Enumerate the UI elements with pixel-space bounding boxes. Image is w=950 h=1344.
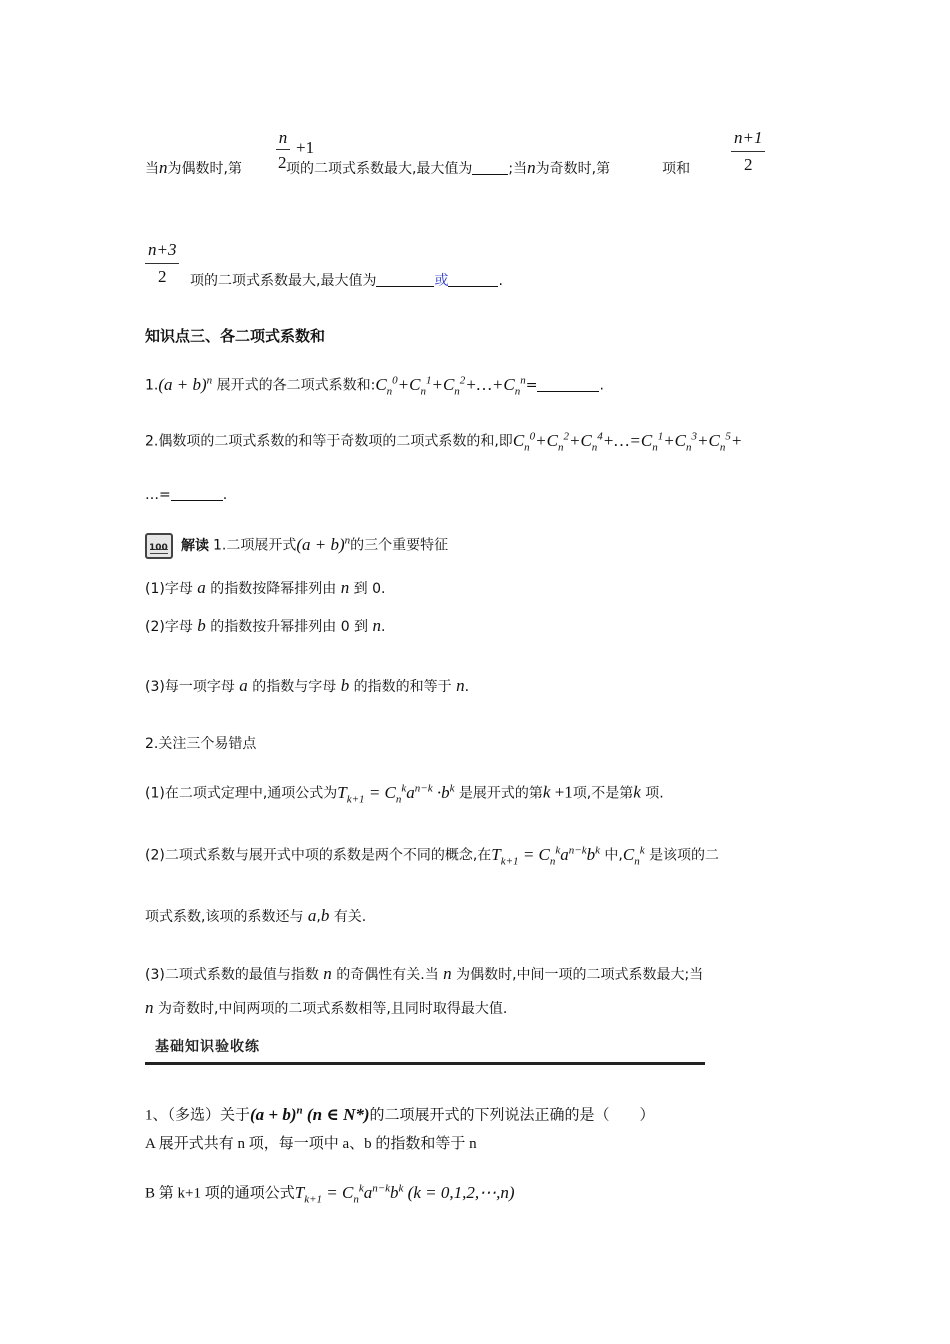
item-1-sum-of-coefficients: $1.(a + b)^n$ 展开式的各二项式系数和$:C_n^0+C_n^1+C_n^2+\dots+C_n^n=$ . <box>145 374 604 398</box>
fraction-n-over-2-plus-1: n +1 2 <box>278 128 315 172</box>
answer-blank[interactable] <box>448 272 498 287</box>
paragraph-max-coefficient-2: 项的二项式系数最大,最大值为 或 . <box>190 273 503 289</box>
answer-blank[interactable] <box>171 486 223 501</box>
fraction-numerator: n+3 <box>145 240 179 264</box>
section-heading: 知识点三、各二项式系数和 <box>145 327 326 345</box>
item-2-continuation: …= . <box>145 487 228 503</box>
fraction-denominator: 2 <box>743 155 753 174</box>
option-b[interactable]: B 第 k+1 项的通项公式$T_{k+1} = C_n^ka^{n-k}b^k$ (k = 0,1,2,⋯,n) <box>145 1182 515 1206</box>
pitfall-2: (2)二项式系数与展开式中项的系数是两个不同的概念,在$T_{k+1} = C_n^ka^{n-k}b^k$ 中$,C_n^k$ 是该项的二 <box>145 844 720 868</box>
pitfalls-title: 2.关注三个易错点 <box>145 736 257 752</box>
answer-blank[interactable] <box>376 272 434 287</box>
pitfall-2-cont: 项式系数,该项的系数还与 a,b 有关. <box>145 906 367 925</box>
option-a[interactable]: A 展开式共有 n 项，每一项中 a、b 的指数和等于 n <box>145 1136 477 1152</box>
binomial-expression: $(a + b)^n$ <box>158 374 213 394</box>
question-1: 1、（多选）关于$(a + b)^n$ (n ∈ N*)的二项展开式的下列说法正确的是（ ） <box>145 1104 655 1124</box>
section-rule <box>145 1062 705 1065</box>
pitfall-3: (3)二项式系数的最值与指数 n 的奇偶性有关.当 n 为偶数时,中间一项的二项式系数最大;当 <box>145 964 704 983</box>
fraction-numerator: n+1 <box>731 128 765 152</box>
paragraph-max-coefficient-1: 当n为偶数时,第 项的二项式系数最大,最大值为 ;当n为奇数时,第 项和 <box>145 158 691 177</box>
fraction-denominator: 2 <box>157 267 167 286</box>
interpretation-title: 100解读 1.二项展开式$(a + b)^n$的三个重要特征 <box>145 530 448 559</box>
item-2-even-odd-sum: 2.偶数项的二项式系数的和等于奇数项的二项式系数的和,即$C_n^0+C_n^2+C_n^4+\dots=C_n^1+C_n^3+C_n^5+$ <box>145 430 743 454</box>
pitfall-1: (1)在二项式定理中,通项公式为$T_{k+1} = C_n^ka^{n-k} \cdot b^k$ 是展开式的第k +1项,不是第k 项. <box>145 782 664 806</box>
book-icon <box>145 533 173 559</box>
pitfall-3-cont: n 为奇数时,中间两项的二项式系数相等,且同时取得最大值. <box>145 998 508 1017</box>
practice-section-header: 基础知识验收练 <box>145 1036 705 1065</box>
answer-blank[interactable] <box>537 377 599 392</box>
binomial-sum-formula: $C_n^0+C_n^1+C_n^2+\dots+C_n^n$ <box>375 374 526 398</box>
general-term-formula: $T_{k+1} = C_n^ka^{n-k} \cdot b^k$ <box>337 782 455 806</box>
answer-blank[interactable] <box>472 160 508 175</box>
even-odd-formula: $C_n^0+C_n^2+C_n^4+\dots=C_n^1+C_n^3+C_n^5+$ <box>512 430 743 454</box>
feature-3: (3)每一项字母 a 的指数与字母 b 的指数的和等于 n. <box>145 676 470 695</box>
fraction-n-plus-1-over-2 <box>731 128 765 175</box>
fraction-n-plus-3-over-2 <box>145 240 179 287</box>
feature-2: (2)字母 b 的指数按升幂排列由 0 到 n. <box>145 616 386 635</box>
feature-1: (1)字母 a 的指数按降幂排列由 n 到 0. <box>145 578 386 597</box>
